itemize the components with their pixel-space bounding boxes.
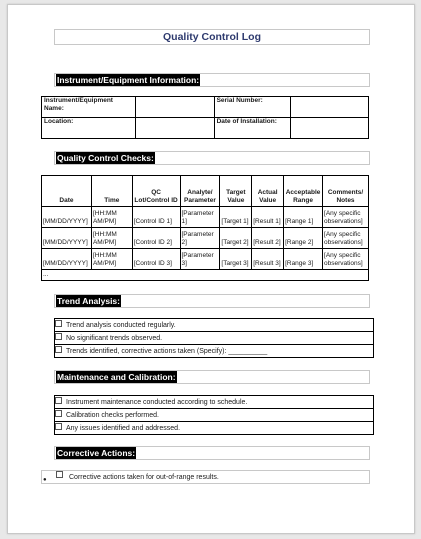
list-item [54, 408, 374, 422]
qc-cell[interactable]: [Target 3] [220, 249, 252, 270]
corrective-item-label: Corrective actions taken for out-of-range results. [69, 474, 219, 481]
qc-cell[interactable]: [Result 3] [252, 249, 284, 270]
checkbox[interactable] [56, 471, 63, 478]
col-header-target: Target Value [220, 176, 252, 207]
trend-item-label: Trend analysis conducted regularly. [66, 322, 176, 329]
qc-cell[interactable]: [Control ID 1] [132, 207, 180, 228]
qc-cell[interactable] [132, 270, 180, 281]
list-item [54, 344, 374, 358]
col-header-time: Time [91, 176, 132, 207]
installation-date-label: Date of Installation: [214, 118, 291, 139]
qc-cell[interactable]: [Target 1] [220, 207, 252, 228]
maintenance-item-label: Instrument maintenance conducted according to schedule. [66, 399, 248, 406]
qc-cell[interactable]: [Range 1] [284, 207, 323, 228]
qc-heading: Quality Control Checks: [57, 153, 154, 163]
table-row [42, 97, 369, 118]
qc-header-row [42, 176, 369, 207]
instrument-table [41, 96, 369, 139]
checkbox[interactable] [55, 397, 62, 404]
qc-cell[interactable]: [MM/DD/YYYY] [42, 249, 92, 270]
checkbox[interactable] [55, 320, 62, 327]
qc-cell[interactable]: [Parameter 2] [180, 228, 220, 249]
table-row [42, 228, 369, 249]
trend-item-label: Trends identified, corrective actions taken (Specify): __________ [66, 348, 268, 355]
checkbox[interactable] [55, 423, 62, 430]
maintenance-item-label: Any issues identified and addressed. [66, 425, 181, 432]
qc-cell[interactable] [91, 270, 132, 281]
qc-cell[interactable]: [Any specific observations] [323, 228, 369, 249]
qc-table [41, 175, 369, 281]
maintenance-heading: Maintenance and Calibration: [57, 372, 176, 382]
table-row [42, 207, 369, 228]
list-item [54, 331, 374, 345]
instrument-name-field[interactable] [135, 97, 214, 118]
qc-cell[interactable] [323, 270, 369, 281]
installation-date-field[interactable] [291, 118, 369, 139]
corrective-heading: Corrective Actions: [57, 448, 136, 458]
qc-cell[interactable] [180, 270, 220, 281]
trend-heading: Trend Analysis: [57, 296, 120, 306]
qc-cell[interactable]: [Control ID 2] [132, 228, 180, 249]
checkbox[interactable] [55, 410, 62, 417]
page-title: Quality Control Log [54, 29, 370, 45]
qc-cell[interactable]: [Target 2] [220, 228, 252, 249]
trend-heading-box [54, 294, 370, 308]
col-header-actual: Actual Value [252, 176, 284, 207]
qc-cell[interactable] [284, 270, 323, 281]
checkbox[interactable] [55, 346, 62, 353]
col-header-qc-lot: QC Lot/Control ID [132, 176, 180, 207]
qc-cell[interactable]: [Range 3] [284, 249, 323, 270]
qc-cell[interactable]: ... [42, 270, 92, 281]
list-item [54, 395, 374, 409]
qc-heading-box [54, 151, 370, 165]
serial-number-label: Serial Number: [214, 97, 291, 118]
qc-cell[interactable]: [Parameter 1] [180, 207, 220, 228]
qc-cell[interactable] [220, 270, 252, 281]
qc-cell[interactable]: [HH:MM AM/PM] [91, 228, 132, 249]
instrument-heading-box [54, 73, 370, 87]
instrument-heading: Instrument/Equipment Information: [57, 75, 200, 85]
col-header-range: Acceptable Range [284, 176, 323, 207]
qc-cell[interactable]: [MM/DD/YYYY] [42, 228, 92, 249]
bullet-icon: ● [43, 477, 47, 483]
table-row [42, 270, 369, 281]
list-item [54, 421, 374, 435]
qc-cell[interactable] [252, 270, 284, 281]
col-header-analyte: Analyte/ Parameter [180, 176, 220, 207]
qc-cell[interactable]: [HH:MM AM/PM] [91, 207, 132, 228]
location-label: Location: [42, 118, 136, 139]
qc-cell[interactable]: [Any specific observations] [323, 207, 369, 228]
qc-cell[interactable]: [Range 2] [284, 228, 323, 249]
qc-cell[interactable]: [MM/DD/YYYY] [42, 207, 92, 228]
col-header-date: Date [42, 176, 92, 207]
corrective-heading-box [54, 446, 370, 460]
checkbox[interactable] [55, 333, 62, 340]
col-header-comments: Comments/ Notes [323, 176, 369, 207]
serial-number-field[interactable] [291, 97, 369, 118]
table-row [42, 249, 369, 270]
location-field[interactable] [135, 118, 214, 139]
list-item [54, 318, 374, 332]
maintenance-item-label: Calibration checks performed. [66, 412, 159, 419]
qc-cell[interactable]: [HH:MM AM/PM] [91, 249, 132, 270]
trend-item-label: No significant trends observed. [66, 335, 163, 342]
table-row [42, 118, 369, 139]
qc-cell[interactable]: [Any specific observations] [323, 249, 369, 270]
qc-cell[interactable]: [Result 2] [252, 228, 284, 249]
maintenance-heading-box [54, 370, 370, 384]
qc-cell[interactable]: [Result 1] [252, 207, 284, 228]
list-item [41, 470, 370, 484]
qc-cell[interactable]: [Parameter 3] [180, 249, 220, 270]
instrument-name-label: Instrument/Equipment Name: [42, 97, 136, 118]
qc-cell[interactable]: [Control ID 3] [132, 249, 180, 270]
